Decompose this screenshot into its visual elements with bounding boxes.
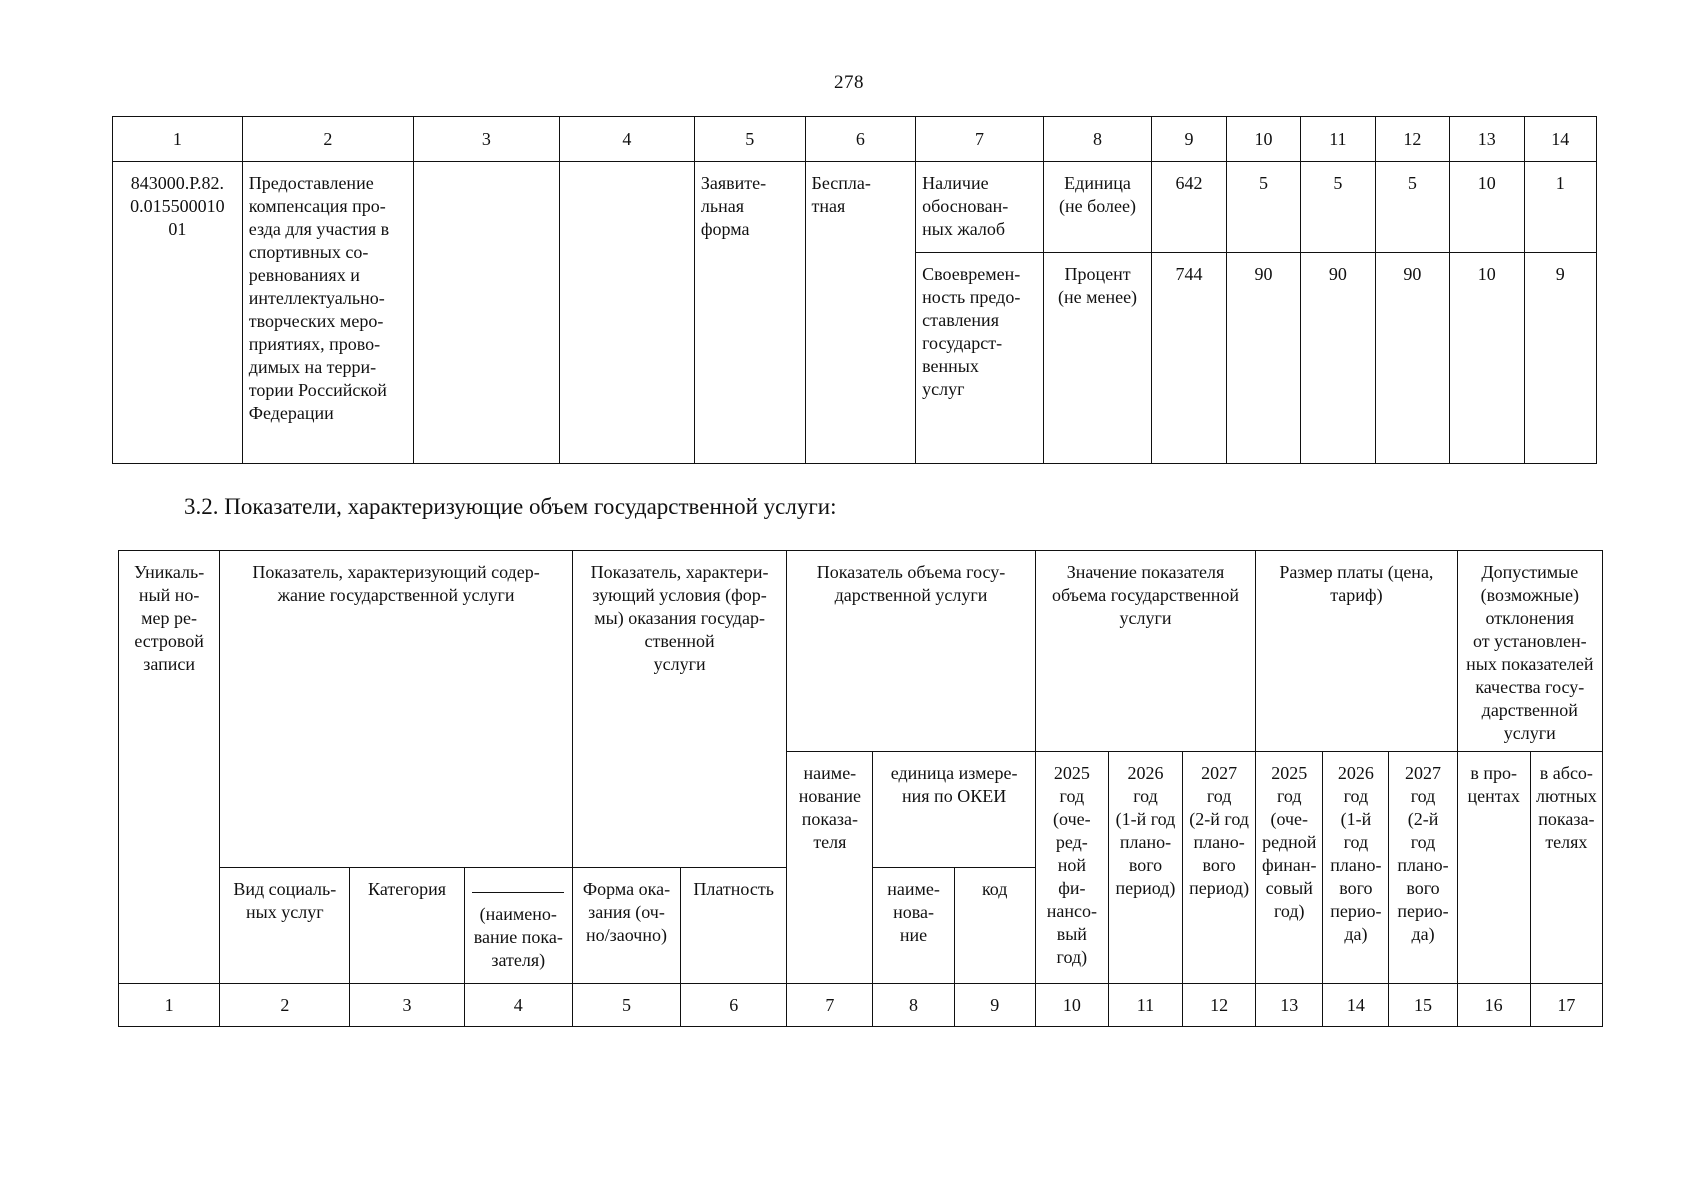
header-row (119, 551, 1603, 752)
service-form: Заявите- льная форма (694, 162, 805, 464)
column-number: 10 (1226, 117, 1300, 162)
header-year-2027: 2027 год (2-й год плано- вого период) (1183, 752, 1256, 984)
header-fee-2026: 2026 год (1-й год плано- вого перио- да) (1323, 752, 1389, 984)
column-number: 14 (1323, 984, 1389, 1027)
column-number: 5 (572, 984, 680, 1027)
deviation-absolute: 9 (1524, 253, 1596, 464)
service-name: Предоставление компенсация про- езда для участия в спортивных со- ревнованиях и интеллектуально- творческих меро- приятиях, прово- димых на терри- тории Российской Федерации (242, 162, 413, 464)
deviation-absolute: 1 (1524, 162, 1596, 253)
column-number: 3 (414, 117, 560, 162)
column-number: 9 (1152, 117, 1226, 162)
value-2026: 5 (1301, 162, 1375, 253)
column-number: 14 (1524, 117, 1596, 162)
column-number: 16 (1457, 984, 1530, 1027)
header-indicator-name: наиме- нование показа- теля (787, 752, 873, 984)
value-2025: 90 (1226, 253, 1300, 464)
header-registry: Уникаль- ный но- мер ре- естровой записи (119, 551, 220, 984)
column-number: 3 (350, 984, 464, 1027)
header-category: Категория (350, 868, 464, 984)
okei-code: 642 (1152, 162, 1226, 253)
empty-cell (559, 162, 694, 464)
column-number: 4 (559, 117, 694, 162)
registry-number: 843000.Р.82. 0.015500010 01 (113, 162, 243, 464)
column-number: 5 (694, 117, 805, 162)
value-2026: 90 (1301, 253, 1375, 464)
column-number-row (113, 117, 1597, 162)
value-2027: 5 (1375, 162, 1449, 253)
header-volume-value: Значение показателя объема государственной услуги (1035, 551, 1255, 752)
header-content-indicator: Показатель, характеризующий содер- жание государственной услуги (220, 551, 573, 868)
column-number: 13 (1256, 984, 1323, 1027)
header-year-2025: 2025 год (оче- ред- ной фи- нансо- вый год) (1035, 752, 1108, 984)
indicator-unit: Единица (не более) (1043, 162, 1152, 253)
column-number-row (119, 984, 1603, 1027)
column-number: 8 (873, 984, 954, 1027)
column-number: 7 (787, 984, 873, 1027)
indicator-name: Своевремен- ность предо- ставления государст- венных услуг (916, 253, 1044, 464)
header-fee-2025: 2025 год (оче- редной финан- совый год) (1256, 752, 1323, 984)
header-okei-code: код (954, 868, 1035, 984)
header-deviation-percent: в про- центах (1457, 752, 1530, 984)
header-okei-name: наиме- нова- ние (873, 868, 954, 984)
column-number: 2 (220, 984, 350, 1027)
section-title: 3.2. Показатели, характеризующие объем государственной услуги: (184, 494, 837, 519)
header-unnamed-indicator: (наимено- вание пока- зателя) (464, 868, 572, 984)
column-number: 8 (1043, 117, 1152, 162)
indicator-name: Наличие обоснован- ных жалоб (916, 162, 1044, 253)
volume-indicators-table (118, 550, 1603, 1027)
column-number: 15 (1389, 984, 1457, 1027)
column-number: 7 (916, 117, 1044, 162)
deviation-percent: 10 (1450, 162, 1524, 253)
indicator-unit: Процент (не менее) (1043, 253, 1152, 464)
header-form: Форма ока- зания (оч- но/заочно) (572, 868, 680, 984)
header-volume-indicator: Показатель объема госу- дарственной услуги (787, 551, 1035, 752)
header-year-2026: 2026 год (1-й год плано- вого период) (1108, 752, 1182, 984)
column-number: 2 (242, 117, 413, 162)
column-number: 11 (1301, 117, 1375, 162)
blank-underline (472, 878, 564, 893)
header-payment: Платность (681, 868, 787, 984)
column-number: 6 (805, 117, 916, 162)
table-row (113, 162, 1597, 253)
column-number: 10 (1035, 984, 1108, 1027)
value-2025: 5 (1226, 162, 1300, 253)
column-number: 17 (1530, 984, 1602, 1027)
column-number: 1 (119, 984, 220, 1027)
service-payment: Беспла- тная (805, 162, 916, 464)
column-number: 13 (1450, 117, 1524, 162)
column-number: 12 (1375, 117, 1449, 162)
column-number: 9 (954, 984, 1035, 1027)
header-okei-unit: единица измере- ния по ОКЕИ (873, 752, 1035, 868)
value-2027: 90 (1375, 253, 1449, 464)
page-number: 278 (834, 72, 864, 93)
column-number: 1 (113, 117, 243, 162)
header-deviation: Допустимые (возможные) отклонения от установлен- ных показателей качества госу- дарственной услуги (1457, 551, 1602, 752)
empty-cell (414, 162, 560, 464)
header-social-service-type: Вид социаль- ных услуг (220, 868, 350, 984)
column-number: 11 (1108, 984, 1182, 1027)
deviation-percent: 10 (1450, 253, 1524, 464)
header-fee: Размер платы (цена, тариф) (1256, 551, 1457, 752)
header-deviation-absolute: в абсо- лютных показа- телях (1530, 752, 1602, 984)
quality-indicators-table (112, 116, 1597, 464)
column-number: 4 (464, 984, 572, 1027)
header-condition-indicator: Показатель, характери- зующий условия (фор- мы) оказания государ- ственной услуги (572, 551, 786, 868)
column-number: 6 (681, 984, 787, 1027)
header-fee-2027: 2027 год (2-й год плано- вого перио- да) (1389, 752, 1457, 984)
column-number: 12 (1183, 984, 1256, 1027)
okei-code: 744 (1152, 253, 1226, 464)
